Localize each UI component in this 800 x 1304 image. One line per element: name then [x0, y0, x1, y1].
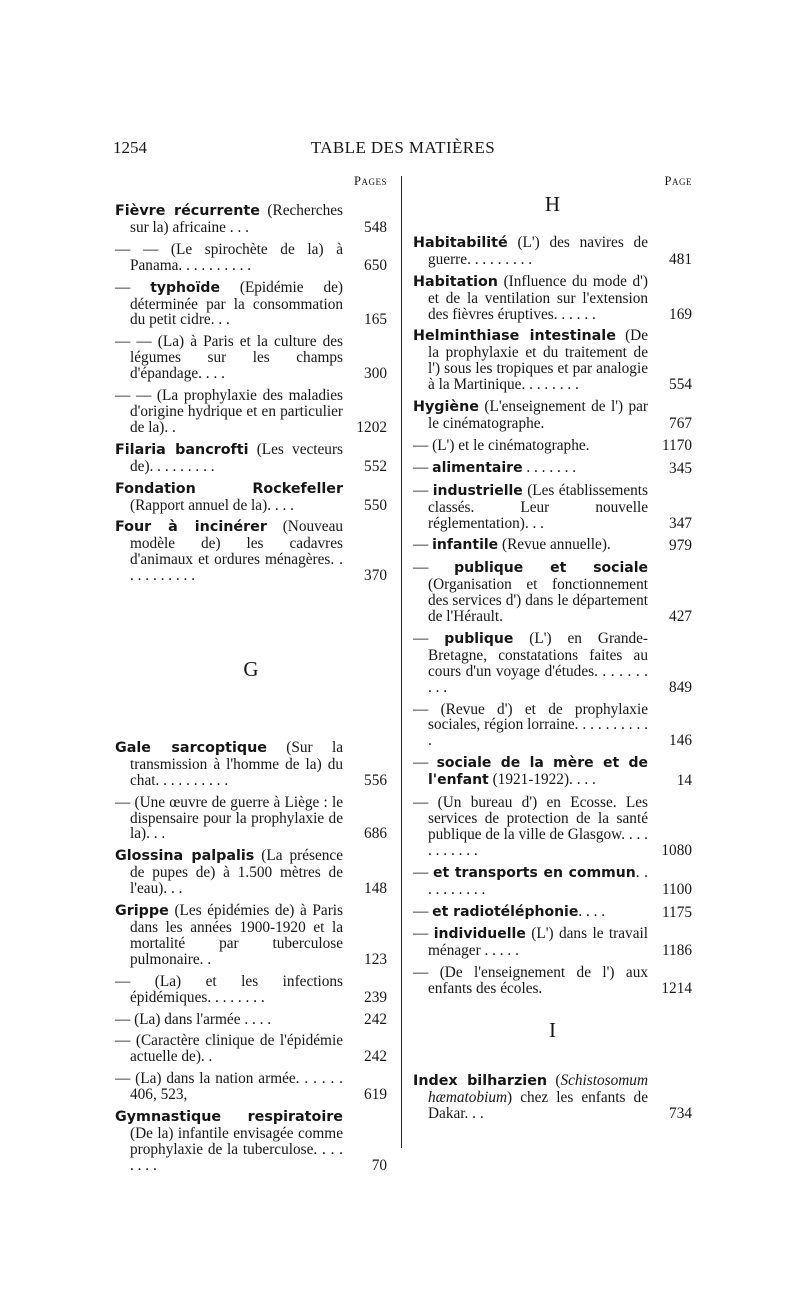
entry-page-number: 767 [669, 414, 692, 432]
entry-description: ) chez les enfants de Dakar. . . [428, 1088, 648, 1122]
index-entry [413, 702, 692, 750]
right-column [413, 174, 692, 1128]
index-entry [115, 280, 387, 329]
entry-text [413, 483, 648, 532]
entry-dash: — [413, 863, 433, 881]
right-entry-list-i [413, 1073, 692, 1122]
entry-text [413, 537, 648, 554]
entry-headword: Gymnastique respiratoire [115, 1109, 343, 1126]
index-entry [413, 904, 692, 921]
right-entry-list-h [413, 235, 692, 997]
entry-headword: typhoïde [150, 279, 220, 296]
entry-text [413, 755, 648, 789]
entry-description: . . . . . . . [522, 458, 577, 476]
entry-text [115, 242, 343, 274]
entry-text [413, 965, 648, 997]
entry-headword: Habitabilité [413, 234, 508, 251]
entry-page-number: 123 [364, 950, 387, 968]
entry-dash: — [413, 754, 437, 772]
entry-headword: publique et sociale [454, 560, 648, 577]
entry-headword: publique [444, 630, 514, 647]
entry-text [115, 974, 343, 1006]
left-entry-list [115, 203, 387, 584]
index-entry [115, 1071, 387, 1103]
entry-page-number: 239 [364, 988, 387, 1006]
entry-page-number: 1100 [661, 880, 692, 898]
entry-text [413, 438, 648, 454]
entry-dash: — [413, 629, 445, 647]
entry-description: (La présence de pupes de) à 1.500 mètres de l'eau). . . [130, 847, 343, 898]
entry-text [115, 740, 343, 789]
entry-headword: Glossina palpalis [115, 848, 255, 865]
entry-description: (De la prophylaxie et du traitement de l') sous les tropiques et par analogie à la Martinique. . . . . . . . [428, 327, 648, 394]
entry-page-number: 427 [669, 608, 692, 626]
entry-page-number: 146 [669, 732, 692, 750]
entry-page-number: 347 [669, 514, 692, 532]
entry-headword: Fondation Rockefeller [115, 480, 343, 497]
entry-text [413, 328, 648, 393]
index-entry [413, 631, 692, 696]
entry-text [413, 560, 648, 625]
index-entry [413, 926, 692, 959]
entry-description: (Organisation et fonctionnement des services d') dans le département de l'Hérault. [428, 576, 648, 626]
entry-description: (Les épidémies de) à Paris dans les années 1900-1920 et la mortalité par tuberculose pulmonaire. . [130, 902, 343, 968]
index-entry [115, 740, 387, 789]
index-entry [115, 334, 387, 382]
entry-page-number: 650 [364, 256, 387, 274]
letter-heading-i: I [549, 1018, 556, 1043]
entry-page-number: 1186 [661, 942, 692, 960]
index-entry [413, 438, 692, 454]
entry-text [413, 631, 648, 696]
index-entry [413, 537, 692, 554]
entry-description: — (De l'enseignement de l') aux enfants des écoles. [413, 964, 648, 998]
index-entry [413, 965, 692, 997]
pages-label: Page [664, 174, 692, 188]
index-entry [115, 203, 387, 236]
entry-headword: individuelle [433, 926, 526, 943]
entry-headword: Helminthiase intestinale [413, 328, 616, 345]
entry-headword: Gale sarcoptique [115, 739, 268, 756]
entry-headword: Hygiène [413, 399, 479, 416]
entry-description: — — (La) à Paris et la culture des légumes sur les champs d'épandage. . . . [115, 333, 343, 383]
entry-text [413, 702, 648, 750]
entry-description: (Les vecteurs de). . . . . . . . . [130, 440, 344, 475]
entry-text [115, 1033, 343, 1065]
entry-headword: Grippe [115, 903, 169, 920]
entry-text [115, 388, 343, 436]
entry-page-number: 1175 [661, 903, 692, 921]
entry-dash: — [413, 536, 433, 554]
entry-page-number: 686 [364, 825, 387, 843]
entry-page-number: 300 [364, 365, 387, 383]
entry-headword: Filaria bancrofti [115, 441, 249, 458]
entry-description: — (La) dans la nation armée. . . . . . 406, 523, [115, 1070, 343, 1104]
entry-description: (L') des navires de guerre. . . . . . . . . [428, 233, 648, 268]
entry-page-number: 1080 [661, 841, 692, 859]
entry-text [115, 848, 343, 897]
entry-page-number: 979 [669, 537, 692, 555]
entry-page-number: 242 [364, 1010, 387, 1028]
index-entry [115, 1109, 387, 1174]
entry-headword: et transports en commun [432, 864, 636, 881]
entry-description: . . . . . . . . . . [428, 863, 648, 898]
entry-text [413, 1073, 648, 1122]
entry-headword: industrielle [432, 482, 523, 499]
entry-page-number: 556 [364, 771, 387, 789]
index-entry [413, 1073, 692, 1122]
entry-description: — (Une œuvre de guerre à Liège : le dispensaire pour la prophylaxie de la). . . [115, 793, 343, 843]
index-entry [413, 274, 692, 323]
left-entry-list-g [115, 740, 387, 1174]
pages-label: Pages [354, 174, 387, 188]
entry-headword: alimentaire [432, 459, 523, 476]
entry-text [115, 334, 343, 382]
entry-dash: — [413, 481, 433, 499]
index-entry [115, 388, 387, 436]
entry-page-number: 550 [364, 496, 387, 514]
index-entry [115, 242, 387, 274]
entry-description: (L') en Grande-Bretagne, constatations faites au cours d'un voyage d'études. . . . . . . . . . [428, 629, 649, 696]
entry-page-number: 148 [364, 880, 387, 898]
entry-text [115, 1071, 343, 1103]
entry-text [413, 235, 648, 268]
entry-headword: infantile [432, 537, 499, 554]
entry-text [115, 519, 343, 584]
entry-page-number: 1170 [661, 436, 692, 454]
entry-description: — (Un bureau d') en Ecosse. Les services de protection de la santé publique de la ville de Glasgow. . . . . . . . . . . [413, 794, 648, 859]
index-entry [413, 328, 692, 393]
entry-page-number: 14 [676, 772, 692, 790]
entry-page-number: 370 [364, 567, 387, 585]
index-entry [115, 848, 387, 897]
entry-page-number: 849 [669, 678, 692, 696]
index-entry [115, 442, 387, 475]
entry-description: (Recherches sur la) africaine . . . [130, 202, 343, 236]
entry-page-number: 619 [364, 1086, 387, 1104]
entry-description: — (Caractère clinique de l'épidémie actuelle de). . [115, 1032, 343, 1066]
entry-page-number: 734 [669, 1104, 692, 1122]
entry-text [115, 442, 343, 475]
entry-description: (L'enseignement de l') par le cinématographe. [428, 398, 648, 432]
entry-description: ( [547, 1071, 561, 1089]
running-title: TABLE DES MATIÈRES [310, 138, 496, 157]
entry-headword: Index bilharzien [413, 1072, 548, 1089]
index-entry [115, 481, 387, 514]
entry-page-number: 242 [364, 1048, 387, 1066]
entry-text [115, 1109, 343, 1174]
entry-description: — (Revue d') et de prophylaxie sociales, région lorraine. . . . . . . . . . . [413, 700, 648, 750]
entry-text [413, 399, 648, 432]
entry-page-number: 552 [364, 457, 387, 475]
entry-description: (Revue annuelle). [498, 536, 611, 554]
entry-description: (Influence du mode d') et de la ventilation sur l'extension des fièvres éruptives. . . . . . [428, 272, 648, 323]
entry-dash: — [413, 902, 433, 920]
entry-page-number: 169 [669, 305, 692, 323]
entry-text [413, 460, 648, 477]
entry-description: — — (La prophylaxie des maladies d'origine hydrique et en particulier de la). . [115, 387, 343, 436]
entry-dash: — [413, 458, 433, 476]
letter-heading-h: H [544, 192, 561, 216]
entry-description: — (La) dans l'armée . . . . [115, 1010, 272, 1028]
entry-description: (Les établissements classés. Leur nouvelle réglementation). . . [428, 481, 649, 532]
entry-text [413, 274, 648, 323]
entry-description: (1921-1922). . . . [488, 771, 596, 789]
entry-headword: et radiotéléphonie [432, 903, 579, 920]
entry-page-number: 70 [371, 1156, 387, 1174]
index-entry [413, 460, 692, 477]
entry-page-number: 1202 [356, 418, 387, 436]
entry-dash: — [413, 559, 455, 577]
index-entry [115, 795, 387, 843]
entry-description: (Rapport annuel de la). . . . [130, 496, 294, 514]
entry-text [115, 903, 343, 968]
index-entry [413, 560, 692, 625]
entry-description: — (La) et les infections épidémiques. . . . . . . . [115, 972, 343, 1006]
entry-text [115, 280, 343, 329]
index-entry [413, 483, 692, 532]
index-entry [115, 1012, 387, 1028]
entry-text [413, 795, 648, 859]
page-number: 1254 [113, 138, 147, 157]
index-entry [413, 755, 692, 789]
entry-text [413, 926, 648, 959]
entry-headword: Fièvre récurrente [115, 203, 260, 219]
letter-heading-g: G [243, 657, 259, 682]
entry-description: — — (Le spirochète de la) à Panama. . . . . . . . . . [115, 240, 343, 274]
entry-dash: — [413, 925, 434, 943]
entry-text [115, 481, 343, 514]
index-entry [413, 795, 692, 859]
entry-headword: Habitation [413, 273, 498, 290]
index-entry [413, 399, 692, 432]
entry-dash: — [115, 278, 151, 296]
entry-description: (Nouveau modèle de) les cadavres d'animaux et ordures ménagères. . . . . . . . . . . [130, 518, 344, 585]
entry-page-number: 548 [364, 218, 387, 236]
entry-text [115, 1012, 343, 1028]
entry-description: . . . . [578, 902, 606, 920]
entry-text [115, 203, 343, 236]
index-entry [413, 865, 692, 898]
entry-headword: sociale de la mère et de l'enfant [428, 755, 649, 789]
entry-page-number: 554 [669, 376, 692, 394]
column-divider [401, 176, 402, 1148]
entry-headword: Four à incinérer [115, 519, 267, 536]
left-column [115, 174, 387, 1180]
index-entry [115, 519, 387, 584]
entry-description: (De la) infantile envisagée comme prophylaxie de la tuberculose. . . . . . . . [130, 1124, 343, 1174]
entry-text [413, 865, 648, 898]
index-entry [413, 235, 692, 268]
index-entry [115, 1033, 387, 1065]
entry-page-number: 1214 [661, 980, 692, 998]
entry-text [115, 795, 343, 843]
entry-page-number: 481 [669, 250, 692, 268]
entry-description: (Sur la transmission à l'homme de la) du chat. . . . . . . . . . [130, 738, 343, 789]
index-entry [115, 974, 387, 1006]
entry-description: — (L') et le cinématographe. [413, 436, 590, 454]
entry-description: (L') dans le travail ménager . . . . . [428, 925, 648, 960]
entry-italic-term: Schistosomum hæmatobium [428, 1071, 649, 1106]
entry-page-number: 165 [364, 311, 387, 329]
entry-description: (Epidémie de) déterminée par la consommation du petit cidre. . . [130, 278, 343, 329]
running-head [113, 138, 693, 160]
index-entry [115, 903, 387, 968]
entry-text [413, 904, 648, 921]
entry-page-number: 345 [669, 459, 692, 477]
